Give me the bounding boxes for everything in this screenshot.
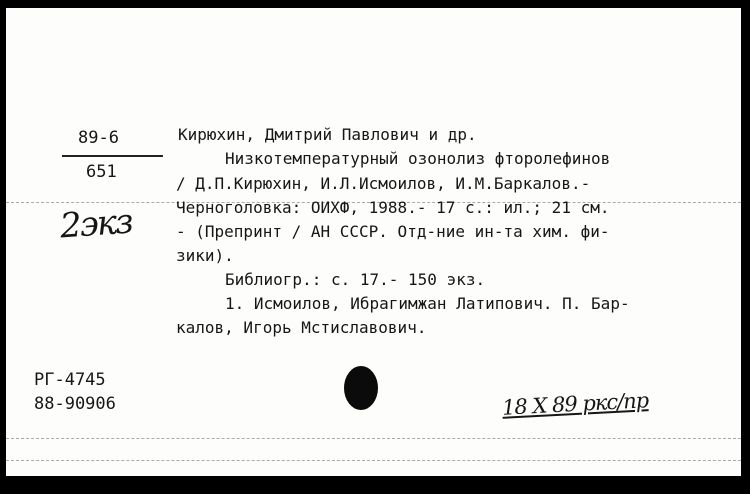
title-line: зики). bbox=[176, 246, 234, 265]
title-line: / Д.П.Кирюхин, И.Л.Исмоилов, И.М.Баркалов.- bbox=[176, 174, 591, 193]
call-number-top: 89-6 bbox=[78, 128, 119, 148]
guide-line bbox=[6, 460, 741, 461]
title-line: Низкотемпературный озонолиз фторолефинов bbox=[225, 149, 611, 168]
handwritten-date-mark: 18 Х 89 ркс/пр bbox=[501, 388, 649, 420]
tracing-line: 1. Исмоилов, Ибрагимжан Латипович. П. Бар- bbox=[225, 294, 630, 313]
call-number-bottom: 651 bbox=[86, 162, 117, 182]
catalog-card bbox=[6, 8, 741, 476]
rg-code: РГ-4745 bbox=[34, 370, 106, 390]
accession-number: 88-90906 bbox=[34, 394, 116, 414]
title-line: Черноголовка: ОИХФ, 1988.- 17 с.: ил.; 21 см. bbox=[176, 198, 610, 217]
title-line: - (Препринт / АН СССР. Отд-ние ин-та хим. фи- bbox=[176, 222, 610, 241]
call-number-divider bbox=[62, 155, 163, 157]
punch-hole bbox=[344, 366, 378, 410]
bibliography-note: Библиогр.: с. 17.- 150 экз. bbox=[225, 270, 486, 289]
handwritten-copies-note: 2экз bbox=[58, 201, 133, 247]
tracing-line: калов, Игорь Мстиславович. bbox=[176, 318, 427, 337]
guide-line bbox=[6, 438, 741, 439]
author-heading: Кирюхин, Дмитрий Павлович и др. bbox=[178, 125, 477, 144]
